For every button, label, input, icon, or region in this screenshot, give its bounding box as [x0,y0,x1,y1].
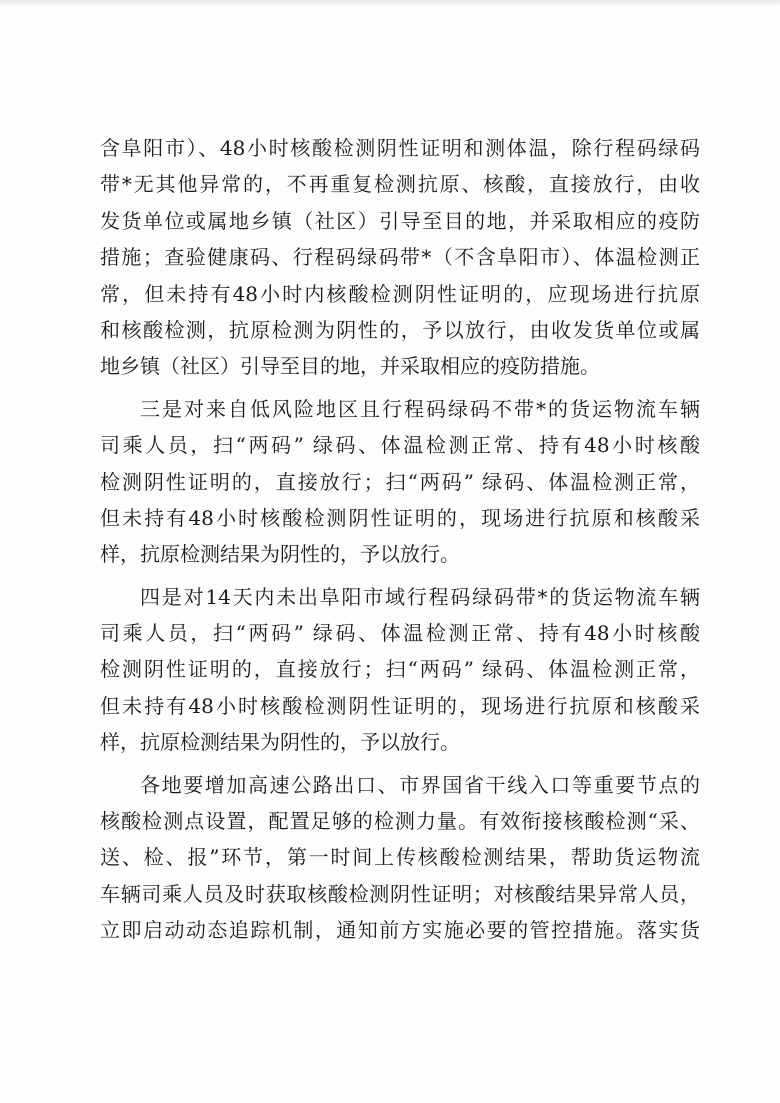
text-line: 检测阴性证明的，直接放行；扫“两码” 绿码、体温检测正常， [100,657,700,682]
text-line: 常，但未持有48小时内核酸检测阴性证明的，应现场进行抗原 [100,281,700,306]
text-line: 各地要增加高速公路出口、市界国省干线入口等重要节点的 [140,772,700,797]
paragraph [100,767,700,949]
text-line: 送、检、报”环节，第一时间上传核酸检测结果，帮助货运物流 [100,845,700,870]
text-line: 含阜阳市）、48小时核酸检测阴性证明和测体温，除行程码绿码 [100,136,700,160]
text-line: 地乡镇（社区）引导至目的地，并采取相应的疫防措施。 [100,354,600,379]
paragraph [100,130,700,385]
text-line: 样，抗原检测结果为阴性的，予以放行。 [100,730,460,755]
text-line: 但未持有48小时核酸检测阴性证明的，现场进行抗原和核酸采 [100,505,700,530]
text-line: 发货单位或属地乡镇（社区）引导至目的地，并采取相应的疫防 [100,208,700,233]
text-line: 三是对来自低风险地区且行程码绿码不带*的货运物流车辆 [140,396,700,421]
text-line: 司乘人员，扫“两码” 绿码、体温检测正常、持有48小时核酸 [100,621,700,646]
text-line: 但未持有48小时核酸检测阴性证明的，现场进行抗原和核酸采 [100,693,700,718]
text-line: 措施；查验健康码、行程码绿码带*（不含阜阳市）、体温检测正 [100,245,700,270]
document-body [100,130,700,949]
text-line: 车辆司乘人员及时获取核酸检测阴性证明；对核酸结果异常人员， [100,881,700,906]
text-line: 司乘人员，扫“两码” 绿码、体温检测正常、持有48小时核酸 [100,433,700,458]
paragraph [100,579,700,761]
text-line: 核酸检测点设置，配置足够的检测力量。有效衔接核酸检测“采、 [100,809,700,834]
text-line: 带*无其他异常的，不再重复检测抗原、核酸，直接放行，由收 [100,172,700,197]
text-line: 立即启动动态追踪机制，通知前方实施必要的管控措施。落实货 [100,918,700,943]
scan-edge [0,0,780,6]
text-line: 四是对14天内未出阜阳市域行程码绿码带*的货运物流车辆 [140,584,700,609]
text-line: 检测阴性证明的，直接放行；扫“两码” 绿码、体温检测正常， [100,469,700,494]
text-line: 样，抗原检测结果为阴性的，予以放行。 [100,542,460,567]
paragraph [100,391,700,573]
text-line: 和核酸检测，抗原检测为阴性的，予以放行，由收发货单位或属 [100,317,700,342]
